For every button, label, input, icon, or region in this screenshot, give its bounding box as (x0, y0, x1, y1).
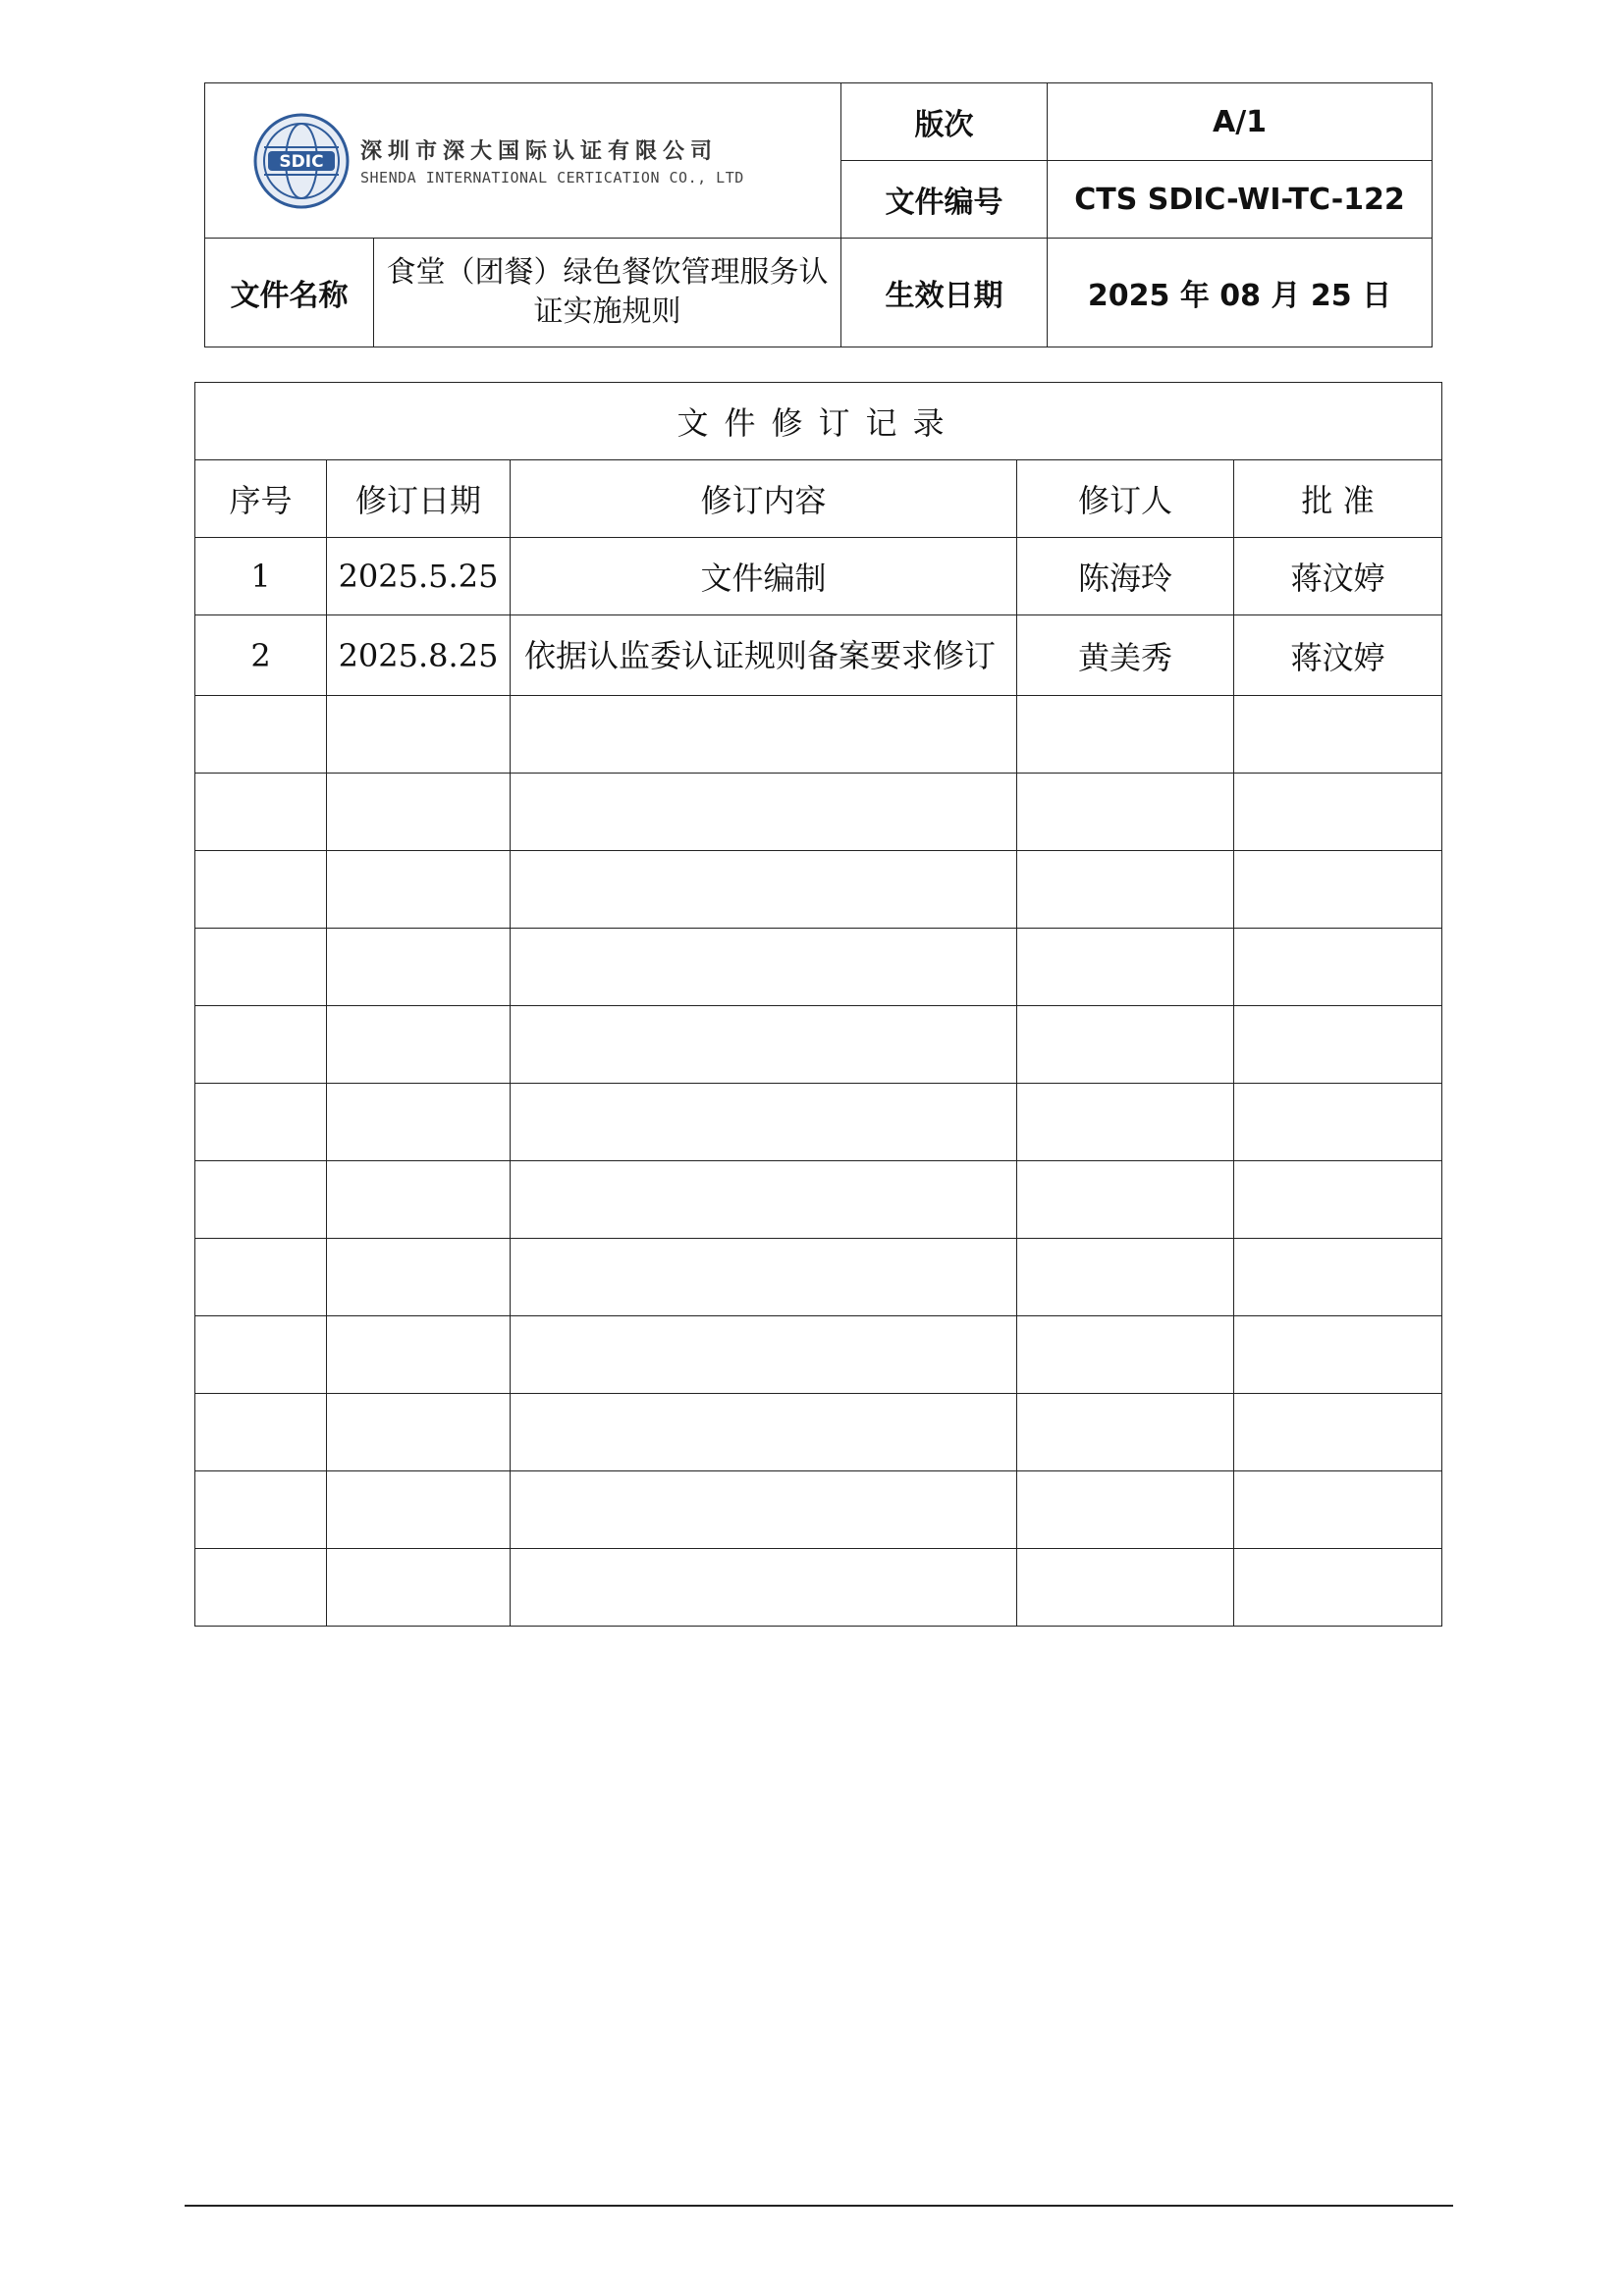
empty-cell (511, 1549, 1017, 1627)
company-logo-cell (205, 83, 841, 239)
empty-cell (1234, 1316, 1442, 1394)
empty-cell (327, 1316, 511, 1394)
empty-cell (195, 1239, 327, 1316)
file-name-value: 食堂（团餐）绿色餐饮管理服务认证实施规则 (374, 239, 841, 347)
empty-cell (1234, 1394, 1442, 1471)
empty-cell (327, 1084, 511, 1161)
empty-cell (195, 1316, 327, 1394)
empty-table-row (195, 929, 1442, 1006)
empty-cell (511, 1316, 1017, 1394)
empty-table-row (195, 1471, 1442, 1549)
company-name-cn: 深圳市深大国际认证有限公司 (360, 138, 719, 164)
empty-cell (1017, 1006, 1234, 1084)
empty-cell (511, 1006, 1017, 1084)
empty-cell (1234, 1239, 1442, 1316)
empty-cell (1017, 1471, 1234, 1549)
version-value: A/1 (1048, 83, 1433, 161)
empty-cell (195, 774, 327, 851)
empty-cell (1017, 1084, 1234, 1161)
empty-cell (1234, 1084, 1442, 1161)
empty-table-row (195, 1394, 1442, 1471)
empty-table-row (195, 1549, 1442, 1627)
empty-cell (327, 1394, 511, 1471)
empty-cell (1234, 696, 1442, 774)
empty-cell (511, 1161, 1017, 1239)
file-number-value: CTS SDIC-WI-TC-122 (1048, 161, 1433, 239)
empty-cell (195, 696, 327, 774)
company-name-en: SHENDA INTERNATIONAL CERTICATION CO., LTD (360, 169, 744, 187)
empty-table-row (195, 1084, 1442, 1161)
svg-text:SDIC: SDIC (279, 151, 324, 172)
empty-cell (1017, 1394, 1234, 1471)
row-number: 1 (195, 538, 327, 615)
empty-cell (1017, 1161, 1234, 1239)
reviser: 陈海玲 (1017, 538, 1234, 615)
approver: 蒋汶婷 (1234, 615, 1442, 696)
revision-content: 依据认监委认证规则备案要求修订 (511, 615, 1017, 696)
empty-table-row (195, 1239, 1442, 1316)
empty-cell (1017, 696, 1234, 774)
empty-table-row (195, 774, 1442, 851)
column-header: 修订日期 (327, 460, 511, 538)
empty-cell (195, 1161, 327, 1239)
empty-cell (327, 1549, 511, 1627)
empty-table-row (195, 1006, 1442, 1084)
empty-cell (1234, 851, 1442, 929)
reviser: 黄美秀 (1017, 615, 1234, 696)
empty-cell (195, 929, 327, 1006)
empty-cell (1017, 1316, 1234, 1394)
revision-content: 文件编制 (511, 538, 1017, 615)
empty-cell (1017, 929, 1234, 1006)
empty-cell (195, 851, 327, 929)
revision-record-table (194, 382, 1442, 1627)
footer-divider (185, 2205, 1453, 2207)
revision-header-row (195, 460, 1442, 538)
empty-cell (1017, 851, 1234, 929)
empty-cell (1017, 1549, 1234, 1627)
empty-cell (327, 1471, 511, 1549)
file-number-label: 文件编号 (841, 161, 1048, 239)
empty-cell (195, 1084, 327, 1161)
empty-cell (511, 774, 1017, 851)
globe-logo-icon (250, 112, 352, 210)
empty-cell (1234, 1161, 1442, 1239)
table-row (195, 538, 1442, 615)
empty-cell (327, 1006, 511, 1084)
empty-cell (195, 1394, 327, 1471)
empty-table-row (195, 1316, 1442, 1394)
empty-cell (1234, 774, 1442, 851)
approver: 蒋汶婷 (1234, 538, 1442, 615)
version-label: 版次 (841, 83, 1048, 161)
revision-date: 2025.5.25 (327, 538, 511, 615)
file-name-label: 文件名称 (205, 239, 374, 347)
empty-table-row (195, 851, 1442, 929)
empty-cell (1017, 774, 1234, 851)
effective-date-value: 2025 年 08 月 25 日 (1048, 239, 1433, 347)
empty-cell (195, 1471, 327, 1549)
empty-table-row (195, 1161, 1442, 1239)
table-row (195, 615, 1442, 696)
empty-cell (327, 696, 511, 774)
empty-cell (1234, 929, 1442, 1006)
effective-date-label: 生效日期 (841, 239, 1048, 347)
empty-cell (511, 1394, 1017, 1471)
empty-cell (1234, 1471, 1442, 1549)
empty-cell (327, 1161, 511, 1239)
empty-cell (327, 774, 511, 851)
empty-cell (1234, 1006, 1442, 1084)
column-header: 修订内容 (511, 460, 1017, 538)
column-header: 批 准 (1234, 460, 1442, 538)
empty-cell (1017, 1239, 1234, 1316)
revision-date: 2025.8.25 (327, 615, 511, 696)
empty-cell (511, 696, 1017, 774)
column-header: 序号 (195, 460, 327, 538)
empty-cell (1234, 1549, 1442, 1627)
empty-cell (511, 851, 1017, 929)
empty-cell (195, 1006, 327, 1084)
empty-cell (511, 929, 1017, 1006)
empty-cell (327, 1239, 511, 1316)
empty-table-row (195, 696, 1442, 774)
empty-cell (511, 1239, 1017, 1316)
row-number: 2 (195, 615, 327, 696)
column-header: 修订人 (1017, 460, 1234, 538)
empty-cell (195, 1549, 327, 1627)
header-table (204, 82, 1433, 347)
empty-cell (511, 1084, 1017, 1161)
revision-table-title: 文件修订记录 (195, 383, 1442, 460)
empty-cell (327, 851, 511, 929)
empty-cell (327, 929, 511, 1006)
empty-cell (511, 1471, 1017, 1549)
